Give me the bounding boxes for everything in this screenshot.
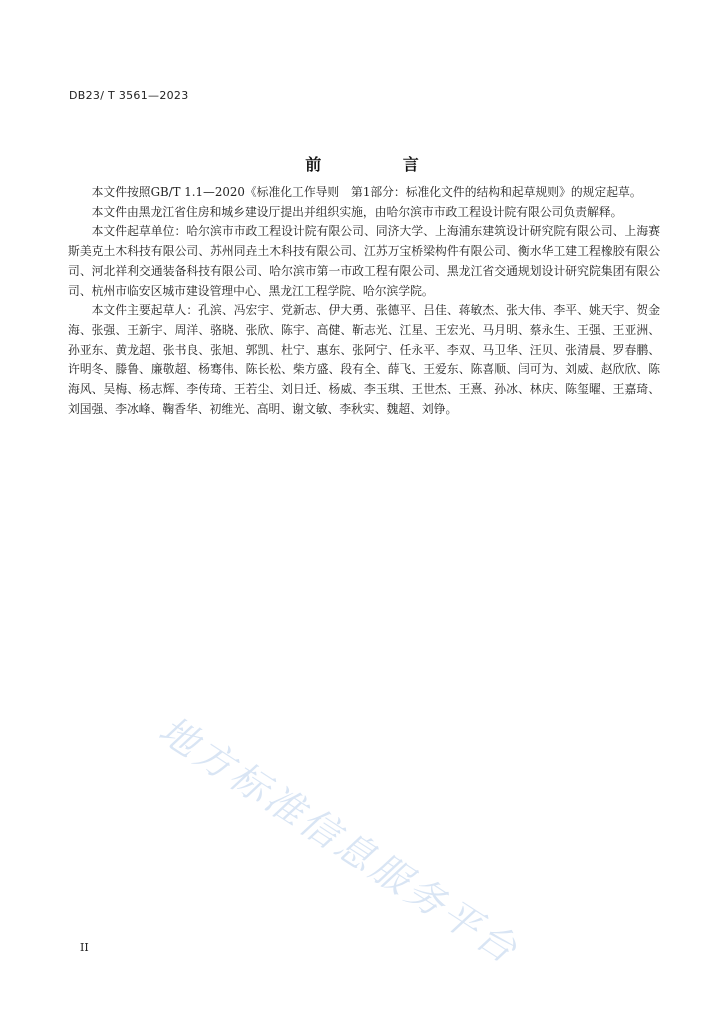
foreword-body xyxy=(68,183,660,419)
paragraph-drafting-basis: 本文件按照GB/T 1.1—2020《标准化工作导则 第1部分：标准化文件的结构和起草规则》的规定起草。 xyxy=(91,185,642,199)
paragraph-drafting-units: 本文件起草单位：哈尔滨市市政工程设计院有限公司、同济大学、上海浦东建筑设计研究院有限公司、上海赛斯美克土木科技有限公司、苏州同垚土木科技有限公司、江苏万宝桥梁构件有限公司、衡水华工建工程橡胶有限公司、河北祥利交通装备科技有限公司、哈尔滨市第一市政工程有限公司、黑龙江省交通规划设计研究院集团有限公司、杭州市临安区城市建设管理中心、黑龙江工程学院、哈尔滨学院。 xyxy=(68,224,660,298)
document-code-header: DB23/ T 3561—2023 xyxy=(69,89,189,102)
page-number: II xyxy=(80,941,89,954)
paragraph-proposer: 本文件由黑龙江省住房和城乡建设厅提出并组织实施，由哈尔滨市市政工程设计院有限公司负责解释。 xyxy=(91,204,623,219)
paragraph-main-drafters: 本文件主要起草人：孔滨、冯宏宇、党新志、伊大勇、张德平、吕佳、蒋敏杰、张大伟、李平、姚天宇、贺金海、张强、王新宇、周洋、骆晓、张欣、陈宇、高健、靳志光、江星、王宏光、马月明、蔡永生、王强、王亚洲、孙亚东、黄龙超、张书良、张旭、郭凯、杜宁、惠东、张阿宁、任永平、李双、马卫华、汪贝、张清晨、罗春鹏、许明冬、滕鲁、廉敬超、杨骞伟、陈长松、柴方盛、段有全、薛飞、王爱东、陈喜顺、闫可为、刘威、赵欣欣、陈海风、吴梅、杨志辉、李传琦、王若尘、刘日迁、杨威、李玉琪、王世杰、王熹、孙冰、林庆、陈玺曜、王嘉琦、刘国强、李冰峰、鞠香华、初维光、高明、谢文敏、李秋实、魏超、刘铮。 xyxy=(68,303,660,416)
page-title: 前 言 xyxy=(305,155,457,174)
watermark: 地方标准信息服务平台 xyxy=(151,707,528,974)
